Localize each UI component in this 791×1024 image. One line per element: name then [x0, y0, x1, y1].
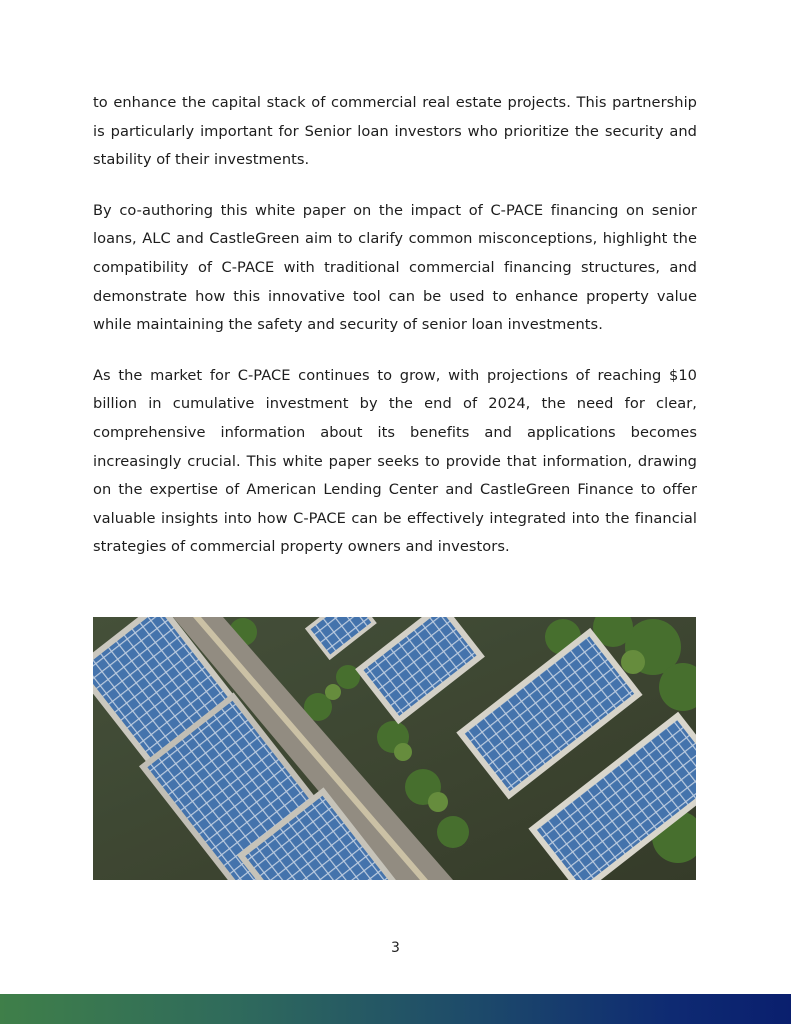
- paragraph-2: By co-authoring this white paper on the impact of C-PACE financing on senior loans, ALC and CastleGreen aim to clarify common misconceptions, highlight the compatibility of C-PACE with traditional commercial financing structures, and demonstrate how this innovative tool can be used to enhance property value while maintaining the safety and security of senior loan investments.: [93, 201, 697, 334]
- paragraph-3: As the market for C-PACE continues to grow, with projections of reaching $10 billion in cumulative investment by the end of 2024, the need for clear, comprehensive information about its benefits and applications becomes increasingly crucial. This white paper seeks to provide that information, drawing on the expertise of American Lending Center and CastleGreen Finance to offer valuable insights into how C-PACE can be effectively integrated into the financial strategies of commercial property owners and investors.: [93, 366, 697, 556]
- paragraph-1: to enhance the capital stack of commercial real estate projects. This partnership is particularly important for Senior loan investors who prioritize the security and stability of their investments.: [93, 94, 697, 169]
- body-text: [93, 89, 697, 584]
- footer-gradient-bar: [0, 994, 791, 1024]
- aerial-solar-rooftops-photo: [93, 617, 696, 880]
- page-number: 3: [391, 940, 400, 956]
